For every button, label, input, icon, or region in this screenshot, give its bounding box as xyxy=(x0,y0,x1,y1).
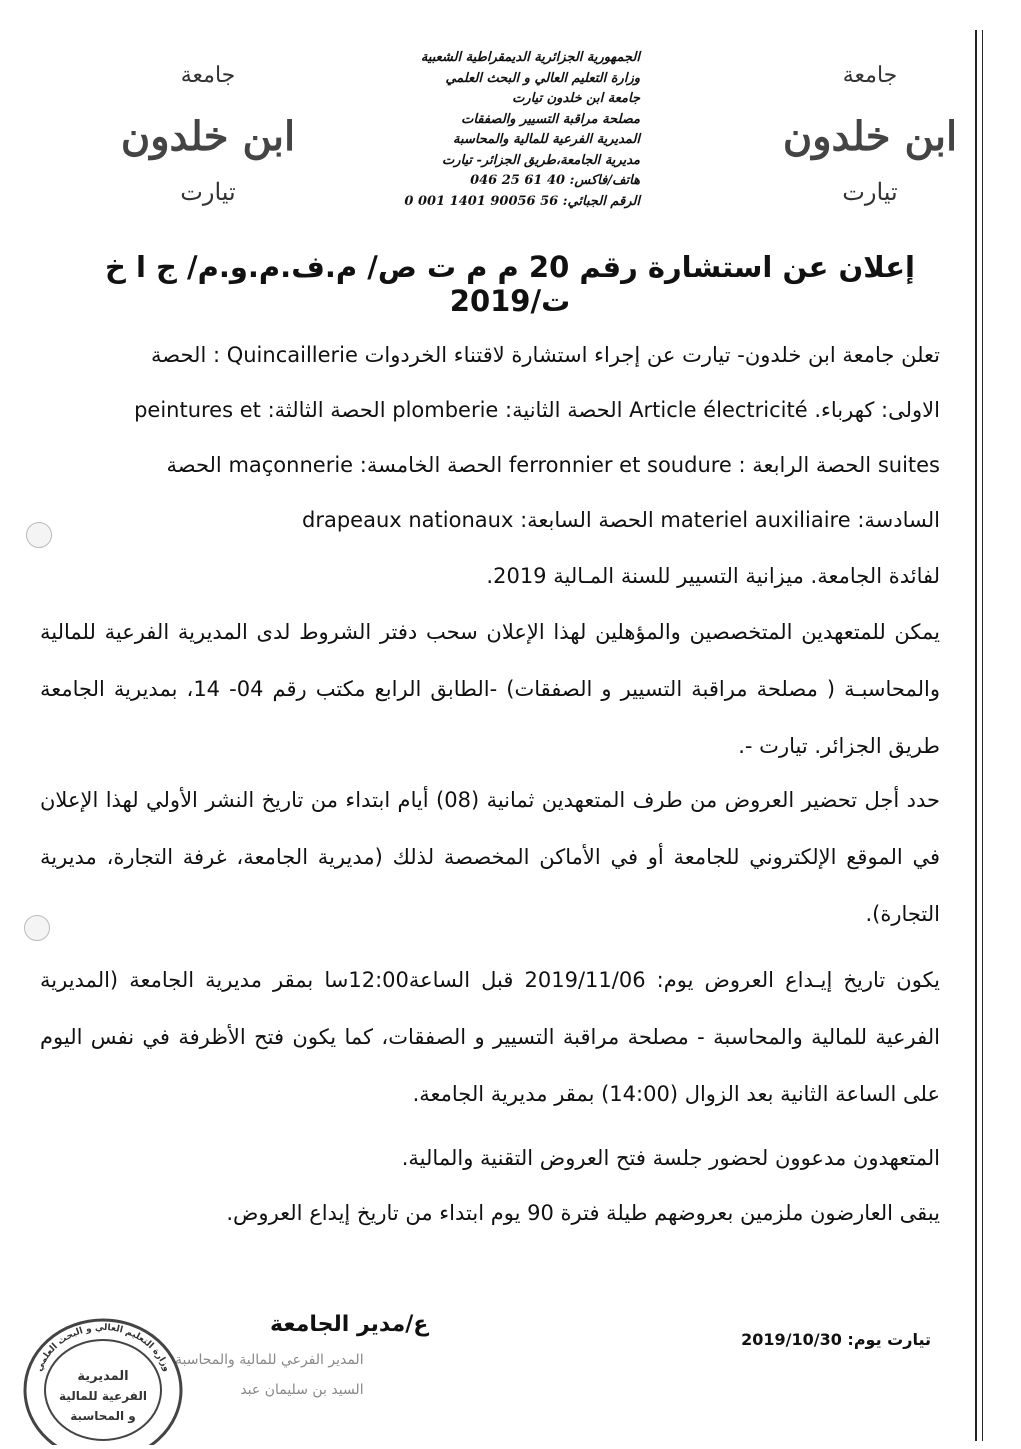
header-service: مصلحة مراقبة التسيير والصفقات xyxy=(461,111,640,127)
logo-calligraphy-right xyxy=(780,52,960,222)
announcement-title: إعلان عن استشارة رقم 20 م م ت ص/ م.ف.م.و.م/ ج ا خ ت/2019 xyxy=(104,250,915,318)
lots-line-1 xyxy=(40,328,940,383)
right-border-line-inner xyxy=(982,30,983,1441)
deadline-paragraph: حدد أجل تحضير العروض من طرف المتعهدين ثمانية (08) أيام ابتداء من تاريخ النشر الأولي لهذا الإعلان في الموقع الإلكتروني للجامعة أو في الأماكن المخصصة لذلك (مديرية الجامعة، غرفة التجارة، مديرية التجارة). xyxy=(40,788,940,926)
university-logo-left xyxy=(118,52,298,222)
lot6-label-continued: السادسة: xyxy=(857,508,940,532)
lot2-french: Article électricité xyxy=(629,398,808,422)
lot7-label: الحصة السابعة: xyxy=(520,508,654,532)
signatory-label: ع/مدير الجامعة xyxy=(270,1312,429,1337)
lots-line-2 xyxy=(40,383,940,438)
header-phone-label: هاتف/فاكس: xyxy=(569,173,640,188)
lot4-french-part-b: suites xyxy=(877,453,940,477)
issue-date xyxy=(741,1330,931,1349)
header-university: جامعة ابن خلدون تيارت xyxy=(512,91,640,106)
invite-paragraph: المتعهدون مدعوون لحضور جلسة فتح العروض التقنية والمالية. xyxy=(401,1146,940,1170)
lot5-french: maçonnerie xyxy=(228,453,354,477)
lot4-french-part-a: peintures et xyxy=(134,398,261,422)
lots-paragraph xyxy=(40,328,940,548)
withdraw-paragraph: يمكن للمتعهدين المتخصصين والمؤهلين لهذا الإعلان سحب دفتر الشروط لدى المديرية الفرعية للمالية والمحاسبـة ( مصلحة مراقبة التسيير و الصفقات) -الطابق الرابع مكتب رقم 04- 14، بمديرية الجامعة طريق الجزائر. تيارت -. xyxy=(40,620,940,758)
svg-text:وزارة التعليم العالي و البحث ا xyxy=(34,1323,171,1373)
official-stamp xyxy=(18,1310,188,1445)
logo-university-word: جامعة xyxy=(842,63,898,88)
lots-line-3 xyxy=(40,438,940,493)
lot1-french: Quincaillerie xyxy=(226,343,358,367)
logo-city-word: تيارت xyxy=(842,178,898,206)
lot6-french: materiel auxiliaire xyxy=(660,508,851,532)
budget-paragraph: لفائدة الجامعة. ميزانية التسيير للسنة المـالية 2019. xyxy=(486,564,940,588)
lot4-label: الحصة الرابعة : xyxy=(738,453,872,477)
header-phone xyxy=(340,171,640,192)
lot6-label: الحصة xyxy=(166,453,222,477)
stamp-graphic xyxy=(18,1310,188,1445)
lot5-label: الحصة الخامسة: xyxy=(359,453,503,477)
header-phone-number: 046 25 61 40 xyxy=(470,173,566,188)
header-ministry: وزارة التعليم العالي و البحث العلمي xyxy=(445,70,640,86)
lot2-label: الحصة الثانية: xyxy=(505,398,623,422)
lot1-label-continued: الاولى: كهرباء. xyxy=(814,398,940,422)
logo-university-word: جامعة xyxy=(180,63,236,88)
logo-calligraphy-left xyxy=(118,52,298,222)
stamp-line-2: الفرعية للمالية xyxy=(59,1389,147,1403)
stamp-line-3: و المحاسبة xyxy=(70,1409,136,1423)
date-label: تيارت يوم: xyxy=(847,1330,931,1349)
stamp-line-1: المديرية xyxy=(77,1369,129,1384)
header-address: مديرية الجامعة،طريق الجزائر- تيارت xyxy=(441,152,640,168)
stamp-ring-text: وزارة التعليم العالي و البحث العلمي xyxy=(34,1322,172,1374)
header-republic: الجمهورية الجزائرية الديمقراطية الشعبية xyxy=(420,50,640,65)
header-account xyxy=(340,192,640,213)
lot3-label: الحصة الثالثة: xyxy=(267,398,386,422)
lots-line-4 xyxy=(40,493,940,548)
lots-intro: تعلن جامعة ابن خلدون- تيارت عن إجراء استشارة لاقتناء الخردوات xyxy=(364,343,940,367)
logo-name-word: ابن خلدون xyxy=(120,113,296,160)
logo-city-word: تيارت xyxy=(180,178,236,206)
signature-title: المدير الفرعي للمالية والمحاسبة xyxy=(175,1352,364,1368)
university-logo-right xyxy=(780,52,960,222)
lot3-french: plomberie xyxy=(392,398,499,422)
lot7-french: drapeaux nationaux xyxy=(302,508,514,532)
validity-paragraph: يبقى العارضون ملزمين بعروضهم طيلة فترة 90 يوم ابتداء من تاريخ إيداع العروض. xyxy=(226,1201,940,1225)
header-account-number: 0 001 1401 90056 56 xyxy=(404,193,559,209)
signature-name: السيد بن سليمان عبد xyxy=(240,1382,364,1398)
right-border-line xyxy=(975,30,977,1441)
letterhead xyxy=(340,48,640,212)
deposit-paragraph: يكون تاريخ إيـداع العروض يوم: 2019/11/06 قبل الساعة12:00سا بمقر مديرية الجامعة (المديرية الفرعية للمالية والمحاسبة - مصلحة مراقبة التسيير و الصفقات، كما يكون فتح الأظرفة في نفس اليوم على الساعة الثانية بعد الزوال (14:00) بمقر مديرية الجامعة. xyxy=(40,968,941,1106)
lot4-french: ferronnier et soudure xyxy=(508,453,732,477)
signature-block xyxy=(175,1345,364,1405)
header-subdirectorate: المديرية الفرعية للمالية والمحاسبة xyxy=(453,132,640,147)
header-account-label: الرقم الجبائي: xyxy=(562,193,640,209)
date-value: 2019/10/30 xyxy=(741,1330,842,1349)
lot1-label: : الحصة xyxy=(151,343,221,367)
logo-name-word: ابن خلدون xyxy=(782,113,958,160)
